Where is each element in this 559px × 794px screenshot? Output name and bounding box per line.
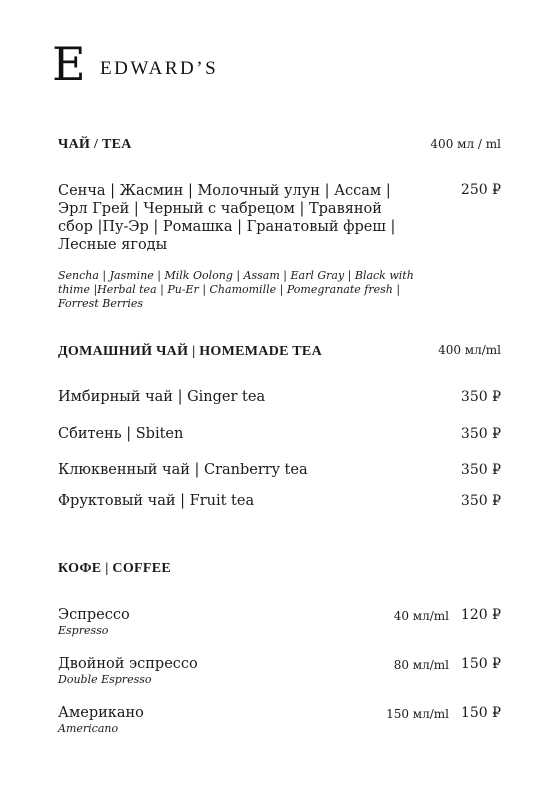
coffee-item-double-en: Double Espresso xyxy=(58,673,152,686)
coffee-price-americano: 150 ₽ xyxy=(460,705,501,721)
coffee-price-double: 150 ₽ xyxy=(460,656,501,672)
coffee-item-espresso-en: Espresso xyxy=(58,624,109,637)
tea-price: 250 ₽ xyxy=(460,182,501,198)
tea-list-en: Sencha | Jasmine | Milk Oolong | Assam | Earl Gray | Black with thime |Herbal tea | Pu-Er | Chamomille | Pomegranate fresh | Forrest Berries xyxy=(58,269,414,310)
coffee-item-americano-en: Americano xyxy=(58,722,119,735)
homemade-item-ginger: Имбирный чай | Ginger tea xyxy=(58,389,266,405)
homemade-price-ginger: 350 ₽ xyxy=(460,389,501,405)
homemade-price-fruit: 350 ₽ xyxy=(460,493,501,509)
coffee-item-americano-ru: Американо xyxy=(58,705,144,721)
coffee-price-espresso: 120 ₽ xyxy=(460,607,501,623)
homemade-item-sbiten: Сбитень | Sbiten xyxy=(58,426,184,442)
coffee-volume-espresso: 40 мл/ml xyxy=(393,609,449,623)
tea-volume: 400 мл / ml xyxy=(430,137,501,151)
homemade-price-cranberry: 350 ₽ xyxy=(460,462,501,478)
tea-section-title: ЧАЙ / TEA xyxy=(58,137,132,152)
homemade-item-cranberry: Клюквенный чай | Cranberry tea xyxy=(58,462,308,478)
coffee-volume-americano: 150 мл/ml xyxy=(386,707,449,721)
homemade-volume: 400 мл/ml xyxy=(438,343,501,357)
homemade-price-sbiten: 350 ₽ xyxy=(460,426,501,442)
tea-list-ru: Сенча | Жасмин | Молочный улун | Ассам | Эрл Грей | Черный с чабрецом | Травяной сбор |Пу-Эр | Ромашка | Гранатовый фреш | Лесные ягоды xyxy=(58,183,396,253)
brand-name: EDWARD’S xyxy=(100,58,219,79)
coffee-item-espresso-ru: Эспрессо xyxy=(58,607,130,623)
homemade-section-title: ДОМАШНИЙ ЧАЙ | HOMEMADE TEA xyxy=(58,344,322,359)
coffee-item-double-ru: Двойной эспрессо xyxy=(58,656,198,672)
coffee-volume-double: 80 мл/ml xyxy=(393,658,449,672)
brand-logo-mark: E xyxy=(52,37,86,91)
homemade-item-fruit: Фруктовый чай | Fruit tea xyxy=(58,493,255,509)
coffee-section-title: КОФЕ | COFFEE xyxy=(58,561,171,576)
